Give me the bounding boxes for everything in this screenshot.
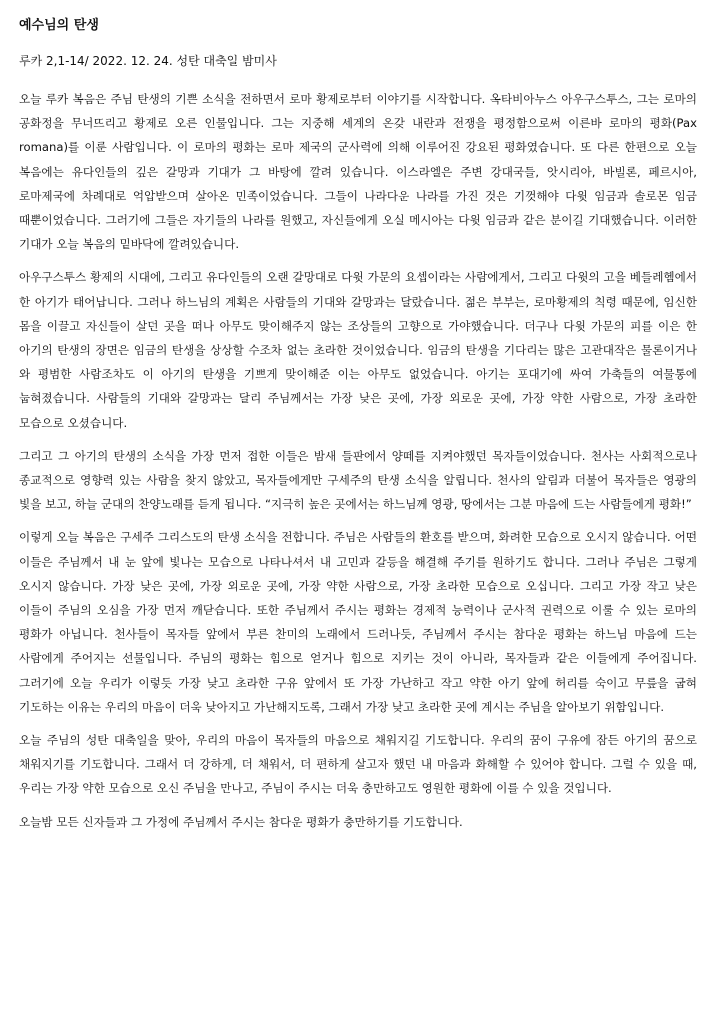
document-subtitle: 루카 2,1-14/ 2022. 12. 24. 성탄 대축일 밤미사	[19, 54, 277, 68]
body-paragraph: 오늘밤 모든 신자들과 그 가정에 주님께서 주시는 참다운 평화가 충만하기를 기도합니다.	[19, 814, 463, 829]
body-paragraph: 아우구스투스 황제의 시대에, 그리고 유다인들의 오랜 갈망대로 다윗 가문의 요셉이라는 사람에게서, 그리고 다윗의 고을 베들레헴에서 한 아기가 태어납니다. 그러나 하느님의 계획은 사람들의 기대와 갈망과는 달랐습니다. 젊은 부부는, 로마황제의 칙령 때문에, 임신한 몸을 이끌고 자신들이 살던 곳을 떠나 아무도 맞이해주지 않는 조상들의 고향으로 가야했습니다. 더구나 다윗 가문의 피를 이은 한 아기의 탄생의 장면은 임금의 탄생을 상상할 수조차 없는 초라한 것이었습니다. 임금의 탄생을 기다리는 많은 고관대작은 물론이거나 와 평범한 사람조차도 이 아기의 탄생을 기쁘게 맞이해준 이는 아무도 없었습니다. 아기는 포대기에 싸여 가축들의 여물통에 눕혀졌습니다. 사람들의 기대와 갈망과는 달리 주님께서는 가장 낮은 곳에, 가장 외로운 곳에, 가장 약한 사람으로, 가장 초라한 모습으로 오셨습니다.	[19, 270, 697, 430]
body-paragraph: 오늘 주님의 성탄 대축일을 맞아, 우리의 마음이 목자들의 마음으로 채워지길 기도합니다. 우리의 꿈이 구유에 잠든 아기의 꿈으로 채워지기를 기도합니다. 그래서 더 강하게, 더 채워서, 더 편하게 살고자 했던 내 마음과 화해할 수 있어야 합니다. 그럴 수 있을 때, 우리는 가장 약한 모습으로 오신 주님을 만나고, 주님이 주시는 더욱 충만하고도 영원한 평화에 이를 수 있을 것입니다.	[19, 733, 697, 796]
body-paragraph: 이렇게 오늘 복음은 구세주 그리스도의 탄생 소식을 전합니다. 주님은 사람들의 환호를 받으며, 화려한 모습으로 오시지 않습니다. 어떤 이들은 주님께서 내 눈 앞에 빛나는 모습으로 나타나셔서 내 고민과 갈등을 해결해 주기를 원하기도 합니다. 그러나 주님은 그렇게 오시지 않습니다. 가장 낮은 곳에, 가장 외로운 곳에, 가장 약한 사람으로, 가장 초라한 모습으로 오십니다. 그리고 가장 작고 낮은 이들이 주님의 오심을 가장 먼저 깨닫습니다. 또한 주님께서 주시는 평화는 경제적 능력이나 군사적 권력으로 이룰 수 있는 로마의 평화가 아닙니다. 천사들이 목자들 앞에서 부른 찬미의 노래에서 드러나듯, 주님께서 주시는 참다운 평화는 하느님 마음에 드는 사람에게 주어지는 선물입니다. 주님의 평화는 힘으로 얻거나 힘으로 지키는 것이 아니라, 목자들과 같은 이들에게 주어집니다. 그러기에 오늘 우리가 이렇듯 가장 낮고 초라한 구유 앞에서 또 가장 가난하고 작고 약한 아기 앞에 허리를 숙이고 무릎을 굽혀 기도하는 이유는 우리의 마음이 더욱 낮아지고 가난해지도록, 그래서 가장 낮고 초라한 곳에 계시는 주님을 알아보기 위함입니다.	[19, 530, 697, 714]
document-title: 예수님의 탄생	[19, 18, 99, 33]
body-paragraph: 그리고 그 아기의 탄생의 소식을 가장 먼저 접한 이들은 밤새 들판에서 양떼를 지켜야했던 목자들이었습니다. 천사는 사회적으로나 종교적으로 영향력 있는 사람을 찾지 않았고, 목자들에게만 구세주의 탄생 소식을 알립니다. 천사의 알림과 더불어 목자들은 영광의 빛을 보고, 하늘 군대의 찬양노래를 듣게 됩니다. “지극히 높은 곳에서는 하느님께 영광, 땅에서는 그분 마음에 드는 사람들에게 평화!”	[19, 448, 697, 512]
body-paragraph: 오늘 루카 복음은 주님 탄생의 기쁜 소식을 전하면서 로마 황제로부터 이야기를 시작합니다. 옥타비아누스 아우구스투스, 그는 로마의 공화정을 무너뜨리고 황제로 오른 인물입니다. 그는 지중해 세계의 온갖 내란과 전쟁을 평정함으로써 이른바 로마의 평화(Pax romana)를 이룬 사람입니다. 이 로마의 평화는 로마 제국의 군사력에 의해 이루어진 강요된 평화였습니다. 또 다른 한편으로 오늘 복음에는 유다인들의 깊은 갈망과 기대가 그 바탕에 깔려 있습니다. 이스라엘은 주변 강대국들, 앗시리아, 바빌론, 페르시아, 로마제국에 차례대로 억압받으며 살아온 민족이었습니다. 그들이 나라다운 나라를 가진 것은 기껏해야 다윗 임금과 솔로몬 임금 때뿐이었습니다. 그러기에 그들은 자기들의 나라를 원했고, 자신들에게 오실 메시아는 다윗 임금과 같은 분이길 기대했습니다. 이러한 기대가 오늘 복음의 밑바닥에 깔려있습니다.	[19, 92, 697, 252]
document-body	[19, 87, 697, 834]
